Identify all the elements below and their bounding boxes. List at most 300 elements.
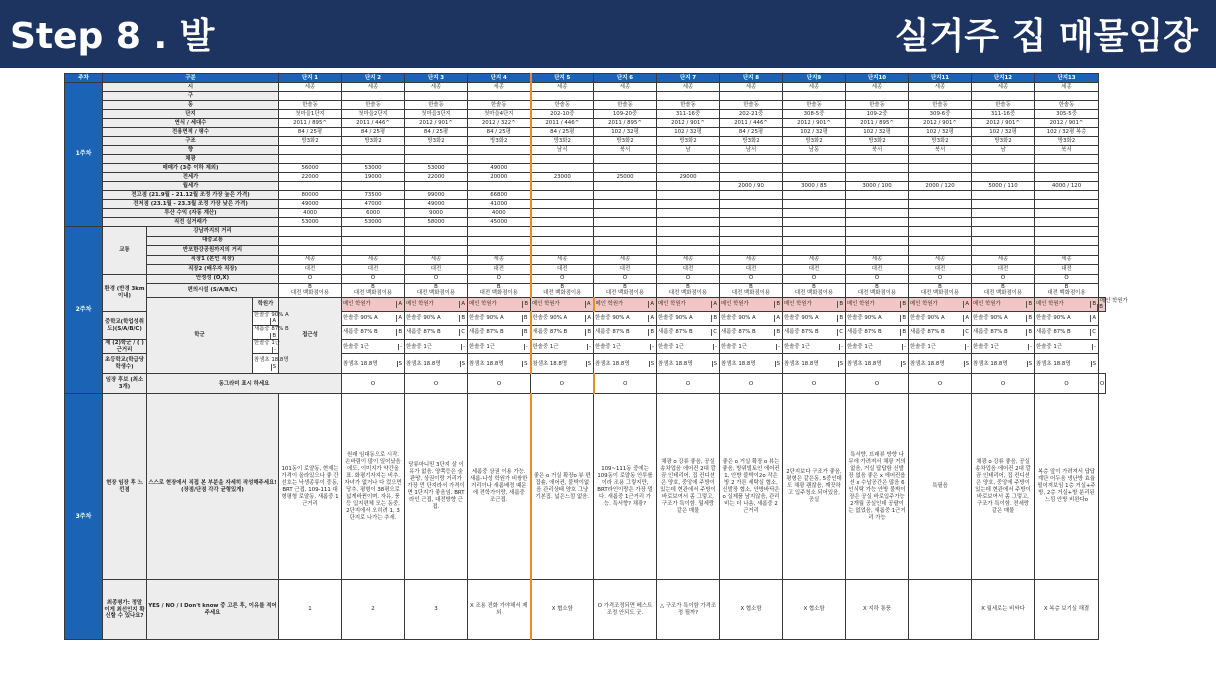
cell-grade: B — [587, 329, 592, 336]
cell-value: 한솔중 1근 — [784, 343, 810, 350]
cell-value: 한솔중 90% A — [973, 315, 1008, 322]
table-cell — [1035, 92, 1099, 101]
cell-value: B — [560, 283, 565, 290]
table-cell: 방3화2 — [720, 137, 783, 146]
cell-note: 대전 백화점이용 — [479, 290, 518, 297]
table-cell: 세종 — [594, 255, 657, 265]
cell-grade: A — [965, 300, 970, 307]
table-cell: 45000 — [468, 218, 531, 227]
table-cell — [1035, 209, 1099, 218]
table-cell: O — [405, 374, 468, 394]
table-cell — [279, 92, 342, 101]
table-cell — [909, 191, 972, 200]
table-cell — [720, 92, 783, 101]
table-cell: 2011 / 895^ — [594, 119, 657, 128]
cell-grade: B — [839, 300, 844, 307]
memo-cell: 복층 앞이 가려져서 답답 계단 어두움 냉난방 효율 떨어져보임 1층 거실+주방, 2층 거실+방 분리된 느낌 안방 비완다o — [1035, 394, 1099, 580]
header-col: 단지 5 — [531, 74, 594, 83]
table-cell: 49000 — [279, 200, 342, 209]
final-cell: X 협소함 — [531, 580, 594, 640]
table-cell: 19000 — [342, 173, 405, 182]
table-cell — [1035, 326, 1099, 340]
cell-value: B — [1064, 283, 1069, 290]
cell-grade: - — [274, 346, 277, 353]
table-cell: 남서 — [531, 146, 594, 155]
header-col: 단지9 — [783, 74, 846, 83]
table-cell — [1035, 354, 1099, 374]
table-cell: 대전 — [972, 265, 1035, 275]
table-cell — [972, 164, 1035, 173]
row-label: 단지 — [103, 110, 279, 119]
table-cell — [972, 246, 1035, 256]
table-cell — [342, 236, 405, 246]
table-cell: 방3화2 — [468, 137, 531, 146]
table-cell — [468, 274, 531, 283]
title-banner — [0, 0, 1216, 68]
cell-value: 메인 학원가 — [1036, 300, 1064, 307]
table-cell: 대전 — [1035, 265, 1099, 275]
table-cell: O — [1099, 374, 1106, 394]
table-cell: O — [531, 374, 594, 394]
table-cell — [531, 297, 594, 311]
table-cell: 84 / 25평 — [531, 128, 594, 137]
table-cell — [405, 227, 468, 237]
table-cell — [468, 146, 531, 155]
final-cell: X 월세로는 비싸다 — [972, 580, 1035, 640]
table-cell — [909, 209, 972, 218]
table-cell — [594, 274, 657, 283]
cell-value: 참샘초 18.8명 — [406, 360, 441, 367]
table-cell — [531, 209, 594, 218]
row-label: 대중교통 — [147, 236, 279, 246]
table-cell — [720, 200, 783, 209]
table-cell — [531, 191, 594, 200]
table-cell — [783, 311, 846, 325]
cell-grade: B — [1028, 315, 1033, 322]
cell-value: 새롬중 87% B — [973, 329, 1008, 336]
table-cell — [657, 164, 720, 173]
table-cell — [972, 173, 1035, 182]
table-cell — [846, 200, 909, 209]
cell-value: 새롬중 87% B — [847, 329, 882, 336]
table-cell: 한솔동 — [846, 101, 909, 110]
table-cell: 102 / 32평 — [846, 128, 909, 137]
table-cell — [1035, 274, 1099, 283]
memo-cell: 좋은 o 거실 확장o 뷰 편집숖, 에어컨, 붙박이없음 관리상태 양호 그냥 기본집. 넓은느낌 없음. — [531, 394, 594, 580]
group-label: 환경 (반경 3km이내) — [103, 274, 147, 311]
cell-value: 한솔중 1근 — [469, 343, 495, 350]
table-cell — [972, 92, 1035, 101]
table-cell — [783, 191, 846, 200]
cell-value: 한솔중 1근 — [406, 343, 432, 350]
table-row — [65, 83, 1106, 92]
cell-value: 참샘초 18.8명 — [721, 360, 756, 367]
table-cell: O — [594, 374, 657, 394]
table-cell — [1035, 311, 1099, 325]
table-cell: 세종 — [909, 255, 972, 265]
cell-value: 메인 학원가 — [721, 300, 749, 307]
table-cell: 2012 / 901^ — [972, 119, 1035, 128]
table-cell — [405, 246, 468, 256]
table-cell: O — [909, 374, 972, 394]
table-cell: 한솔동 — [783, 101, 846, 110]
cell-grade: - — [525, 343, 528, 350]
table-cell: 세종 — [405, 83, 468, 92]
cell-value: O — [496, 275, 501, 282]
cell-value: 메인 학원가 — [532, 300, 560, 307]
table-cell — [531, 340, 594, 354]
table-cell — [1035, 173, 1099, 182]
table-cell — [846, 311, 909, 325]
row-label: 강남까지의 거리 — [147, 227, 279, 237]
cell-value: B — [812, 283, 816, 290]
table-cell — [657, 326, 720, 340]
table-cell — [279, 274, 342, 283]
row-label: 전저점 (23.1월 - 23.3월 조정 가장 낮은 가격) — [103, 200, 279, 209]
cell-value: O — [307, 275, 313, 282]
table-cell — [657, 200, 720, 209]
table-cell — [783, 283, 846, 297]
table-cell: 대전 — [468, 265, 531, 275]
table-cell: 세종 — [657, 83, 720, 92]
table-row — [65, 297, 1106, 311]
table-cell — [783, 274, 846, 283]
cell-value: 참샘초 18.8명 — [847, 360, 882, 367]
table-cell — [909, 200, 972, 209]
table-cell — [846, 283, 909, 297]
cell-grade: A — [776, 315, 781, 322]
final-cell: △ 구조가 특이함 가격조정 될까? — [657, 580, 720, 640]
group-label: 교통 — [103, 227, 147, 275]
table-cell — [972, 354, 1035, 374]
table-cell: 84 / 25평 — [405, 128, 468, 137]
table-cell: 방3화2 — [279, 137, 342, 146]
table-row — [65, 92, 1106, 101]
table-cell — [594, 354, 657, 374]
table-cell — [657, 246, 720, 256]
table-cell — [342, 146, 405, 155]
cell-value: 한솔중 90% A — [1036, 315, 1071, 322]
memo-cell: 좋은 o 거실 확장 o 뷰는 좋음, 방위빌토인 에어컨1, 안방 붙박이2o 작은방 2 가른 세탁실 협소, 신발장 협소, 안방바닥은 o 실제품 남지않음, 관리비는 더 나옴, 새롬중 2근거리 — [720, 394, 783, 580]
cell-grade: B — [523, 329, 528, 336]
cell-value: 참샘초 18.8명 — [910, 360, 945, 367]
header-row — [65, 74, 1106, 83]
cell-grade: - — [400, 343, 403, 350]
table-cell — [468, 236, 531, 246]
table-cell: 한솔동 — [468, 101, 531, 110]
cell-value: 새롬중 87% B — [406, 329, 441, 336]
cell-note: 대전 백화점이용 — [290, 290, 330, 297]
table-cell — [972, 200, 1035, 209]
table-cell — [657, 311, 720, 325]
cell-value: 한솔중 1근 — [343, 343, 369, 350]
table-cell — [342, 155, 405, 164]
table-row — [65, 146, 1106, 155]
table-cell — [1035, 155, 1099, 164]
table-cell: O — [846, 374, 909, 394]
cell-grade: A — [713, 300, 718, 307]
cell-grade: B — [902, 315, 907, 322]
table-cell: 북서 — [846, 146, 909, 155]
table-cell: 2012 / 901^ — [657, 119, 720, 128]
cell-grade: A — [586, 300, 591, 307]
cell-grade: C — [461, 329, 466, 336]
table-cell — [657, 297, 720, 311]
table-cell: 방3화2 — [342, 137, 405, 146]
table-cell — [342, 340, 405, 354]
cell-grade: S — [524, 360, 528, 367]
cell-value: O — [1064, 275, 1069, 282]
cell-value: 메인 학원가 — [847, 300, 875, 307]
table-cell — [720, 236, 783, 246]
table-cell — [972, 236, 1035, 246]
cell-grade: S — [776, 360, 781, 367]
table-cell — [846, 173, 909, 182]
table-row — [65, 164, 1106, 173]
table-cell — [531, 274, 594, 283]
table-cell: 49000 — [405, 200, 468, 209]
table-row — [65, 119, 1106, 128]
table-cell — [279, 236, 342, 246]
spreadsheet — [64, 73, 1128, 679]
table-cell: 99000 — [405, 191, 468, 200]
table-cell: 102 / 32평 복층 — [1035, 128, 1099, 137]
table-cell — [405, 182, 468, 191]
table-cell — [531, 182, 594, 191]
table-cell — [594, 182, 657, 191]
table-cell — [909, 283, 972, 297]
table-cell — [531, 246, 594, 256]
final-cell — [909, 580, 972, 640]
cell-note: 대전 백화점이용 — [416, 290, 456, 297]
row-label: 구 — [103, 92, 279, 101]
table-cell — [657, 354, 720, 374]
table-cell — [253, 354, 289, 374]
table-cell — [279, 246, 342, 256]
row-label: 연식 / 세대수 — [103, 119, 279, 128]
table-cell — [783, 218, 846, 227]
table-cell: 311-16중 — [972, 110, 1035, 119]
table-cell — [594, 283, 657, 297]
cell-value: B — [496, 283, 501, 290]
cell-grade: S — [902, 360, 907, 367]
table-cell: 2011 / 446^ — [531, 119, 594, 128]
table-cell: 세종 — [1035, 83, 1099, 92]
table-cell: 53000 — [279, 218, 342, 227]
cell-value: 한솔중 1근 — [254, 340, 280, 347]
table-cell: 세종 — [531, 255, 594, 265]
side-label: 접근성 — [279, 297, 342, 374]
header-col: 단지 3 — [405, 74, 468, 83]
table-cell: 102 / 32평 — [594, 128, 657, 137]
cell-grade: S — [461, 360, 466, 367]
cell-value: 한솔중 90% A — [910, 315, 945, 322]
cell-value: O — [622, 275, 628, 282]
table-cell: 25000 — [594, 173, 657, 182]
row-label: 초등학교(학급당학생수) — [103, 354, 147, 374]
table-row — [65, 265, 1106, 275]
table-cell — [783, 297, 846, 311]
cell-value: 참샘초 18.8명 — [658, 360, 693, 367]
table-cell: 22000 — [279, 173, 342, 182]
week-cell: 1주차 — [65, 83, 103, 227]
cell-grade: B — [839, 315, 844, 322]
table-cell: 세종 — [531, 83, 594, 92]
cell-grade: - — [652, 343, 655, 350]
table-cell — [1035, 227, 1099, 237]
cell-value: 새롬중 87% B — [721, 329, 756, 336]
row-label: 향 — [103, 146, 279, 155]
cell-grade: S — [650, 360, 655, 367]
table-cell: 방3화2 — [531, 137, 594, 146]
table-cell — [594, 92, 657, 101]
table-cell: 73500 — [342, 191, 405, 200]
table-cell — [846, 218, 909, 227]
table-cell — [783, 227, 846, 237]
cell-note: 대전 백화점이용 — [668, 290, 708, 297]
table-cell: 방3화2 — [405, 137, 468, 146]
table-cell — [972, 326, 1035, 340]
cell-value: B — [434, 283, 438, 290]
table-cell: 4000 / 120 — [1035, 182, 1099, 191]
table-row — [65, 101, 1106, 110]
table-cell — [657, 274, 720, 283]
final-cell: 1 — [279, 580, 342, 640]
cell-grade: S — [398, 360, 403, 367]
table-cell — [657, 340, 720, 354]
table-cell — [972, 297, 1035, 311]
table-cell: 3000 / 100 — [846, 182, 909, 191]
cell-value: 메인 학원가 — [784, 300, 812, 307]
table-cell: 109-20중 — [594, 110, 657, 119]
cell-grade: B — [902, 300, 907, 307]
table-cell: O — [972, 374, 1035, 394]
row-label: 동 — [103, 101, 279, 110]
table-cell — [846, 92, 909, 101]
table-cell: 41000 — [468, 200, 531, 209]
table-cell — [972, 209, 1035, 218]
table-cell: 첫마을4단지 — [468, 110, 531, 119]
cell-note: 대전 백화점이용 — [1047, 290, 1086, 297]
table-cell: 대전 — [720, 265, 783, 275]
table-cell — [846, 326, 909, 340]
table-cell — [783, 354, 846, 374]
table-row — [65, 283, 1106, 297]
table-cell — [783, 340, 846, 354]
table-cell — [342, 283, 405, 297]
table-cell: 세종 — [342, 83, 405, 92]
week-cell: 3주차 — [65, 394, 103, 640]
cell-grade: S — [713, 360, 718, 367]
table-cell — [720, 326, 783, 340]
table-cell — [909, 218, 972, 227]
header-col: 단지10 — [846, 74, 909, 83]
table-cell: 방3화2 — [783, 137, 846, 146]
table-cell — [972, 311, 1035, 325]
table-cell — [594, 236, 657, 246]
header-col: 단지 6 — [594, 74, 657, 83]
table-cell — [909, 164, 972, 173]
cell-value: 한솔중 90% A — [847, 315, 882, 322]
table-row — [65, 218, 1106, 227]
table-cell: 한솔동 — [342, 101, 405, 110]
table-cell: 세종 — [1035, 255, 1099, 265]
cell-value: 참샘초 18.8명 — [973, 360, 1008, 367]
table-cell — [531, 92, 594, 101]
cell-value: B — [875, 283, 879, 290]
table-row — [65, 200, 1106, 209]
cell-grade: - — [715, 343, 718, 350]
cell-value: 메인 학원가 — [406, 300, 434, 307]
cell-value: 메인 학원가 — [973, 300, 1001, 307]
table-cell — [846, 155, 909, 164]
cell-value: 새롬중 87% B — [595, 329, 630, 336]
table-cell — [594, 246, 657, 256]
cell-grade: B — [272, 332, 277, 339]
table-cell — [720, 209, 783, 218]
memo-cell: 특필음 — [909, 394, 972, 580]
cell-value: O — [937, 275, 943, 282]
cell-grade: S — [272, 363, 277, 370]
table-row — [65, 110, 1106, 119]
cell-value: 참샘초 18.8명 — [1036, 360, 1071, 367]
cell-grade: B — [1092, 300, 1097, 307]
table-cell — [405, 297, 468, 311]
table-cell — [468, 340, 531, 354]
table-cell: 첫마을1단지 — [279, 110, 342, 119]
cell-grade: S — [1028, 360, 1033, 367]
table-cell — [909, 173, 972, 182]
table-cell — [594, 155, 657, 164]
cell-grade: S — [965, 360, 970, 367]
table-cell: O — [720, 374, 783, 394]
table-cell — [279, 283, 342, 297]
table-cell: 66800 — [468, 191, 531, 200]
table-cell — [531, 155, 594, 164]
table-cell — [909, 311, 972, 325]
cell-value: B — [938, 283, 942, 290]
cell-value: 한솔중 90% A — [784, 315, 819, 322]
table-cell — [657, 155, 720, 164]
table-cell — [846, 297, 909, 311]
table-cell — [909, 326, 972, 340]
table-cell: 한솔동 — [405, 101, 468, 110]
table-cell: 2012 / 901^ — [405, 119, 468, 128]
cell-value: 참샘초 18.8명 — [532, 360, 568, 367]
table-cell: 대전 — [342, 265, 405, 275]
cell-note: 대전 백화점이용 — [543, 290, 582, 297]
table-cell — [846, 246, 909, 256]
table-cell — [468, 92, 531, 101]
table-cell — [657, 191, 720, 200]
cell-value: 한솔중 1근 — [973, 343, 999, 350]
cell-grade: B — [524, 300, 529, 307]
table-cell — [253, 311, 289, 325]
table-cell: 세종 — [468, 255, 531, 265]
table-cell — [972, 227, 1035, 237]
table-cell: 2011 / 895^ — [846, 119, 909, 128]
cell-value: 한솔중 1근 — [532, 343, 559, 350]
cell-value: 새롬중 87% B — [254, 326, 289, 333]
memo-cell: 원래 임대동으로 시작. 손바림이 많이 일어났음에도, 이미지가 약간올 표. 화평기자지는 비추. 자녀가 없거나 다 컸으면 당추. 평형이 38평으로 넓게바뀐이며. 자유, 풍 등 입지편체 모는 동중, 2단지에서 오히려 1, 3단지로 나가는 추세. — [342, 394, 405, 580]
table-cell: 대전 — [279, 265, 342, 275]
table-cell: 5000 / 110 — [972, 182, 1035, 191]
table-cell: 대전 — [783, 265, 846, 275]
cell-value: 한솔중 1근 — [847, 343, 873, 350]
table-cell — [342, 326, 405, 340]
table-cell — [1035, 218, 1099, 227]
table-cell: 3000 / 85 — [783, 182, 846, 191]
